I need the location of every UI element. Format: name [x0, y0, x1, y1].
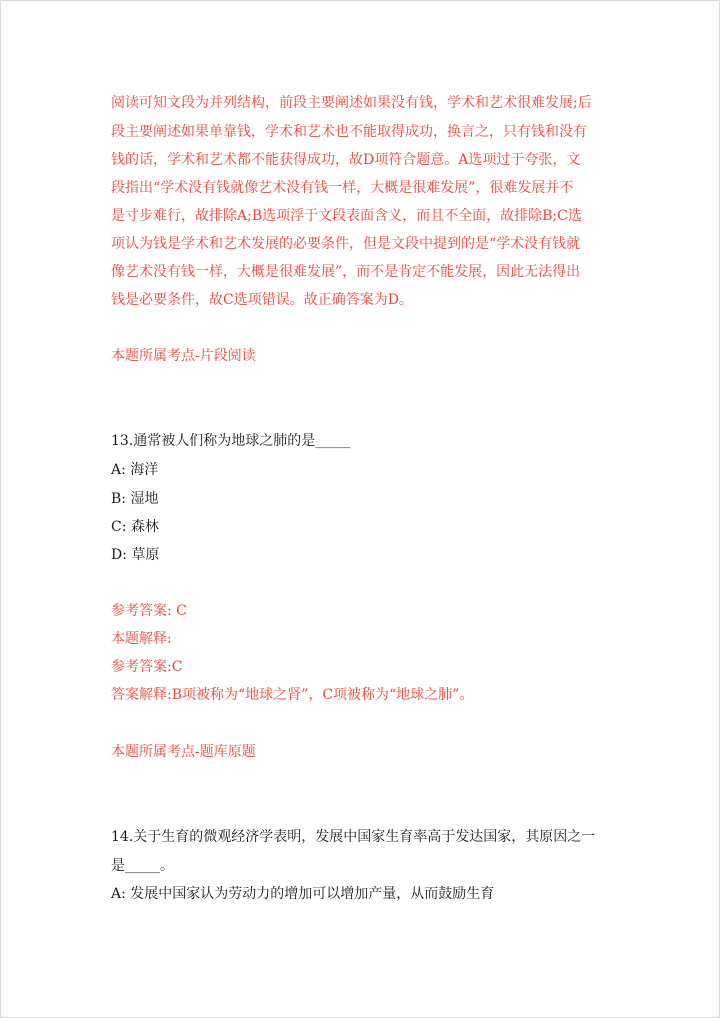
- explanation-line: 段主要阐述如果单靠钱，学术和艺术也不能取得成功，换言之，只有钱和没有: [111, 124, 587, 140]
- q14-option-a: A: 发展中国家认为劳动力的增加可以增加产量，从而鼓励生育: [111, 886, 495, 902]
- explanation-line: 项认为钱是学术和艺术发展的必要条件，但是文段中提到的是“学术没有钱就: [111, 236, 581, 252]
- explanation-line: 钱是必要条件，故C选项错误。故正确答案为D。: [111, 292, 413, 308]
- explanation-line: 钱的话，学术和艺术都不能获得成功，故D项符合题意。A选项过于夸张，文: [111, 152, 581, 168]
- q13-option-a: A: 海洋: [111, 462, 159, 478]
- q13-answer-explanation: 答案解释:B项被称为“地球之肾”，C项被称为“地球之肺”。: [111, 687, 474, 703]
- q12-topic: 本题所属考点-片段阅读: [111, 348, 256, 364]
- q13-ref-answer: 参考答案: C: [111, 603, 187, 619]
- q13-question: 13.通常被人们称为地球之肺的是_____: [111, 433, 351, 449]
- explanation-line: 阅读可知文段为并列结构，前段主要阐述如果没有钱，学术和艺术很难发展;后: [111, 95, 592, 111]
- explanation-line: 像艺术没有钱一样，大概是很难发展”，而不是肯定不能发展，因此无法得出: [111, 264, 581, 280]
- q13-option-d: D: 草原: [111, 547, 160, 563]
- q13-option-b: B: 湿地: [111, 491, 159, 507]
- q14-question-line: 是_____。: [111, 858, 174, 874]
- explanation-line: 段指出“学术没有钱就像艺术没有钱一样，大概是很难发展”，很难发展并不: [111, 180, 574, 196]
- explanation-line: 是寸步难行，故排除A;B选项浮于文段表面含义，而且不全面，故排除B;C选: [111, 208, 582, 224]
- q14-question-line: 14.关于生育的微观经济学表明，发展中国家生育率高于发达国家，其原因之一: [111, 829, 596, 845]
- q13-explanation-label: 本题解释:: [111, 631, 172, 647]
- q13-option-c: C: 森林: [111, 519, 159, 535]
- q13-ref-answer-2: 参考答案:C: [111, 659, 183, 675]
- q13-topic: 本题所属考点-题库原题: [111, 744, 256, 760]
